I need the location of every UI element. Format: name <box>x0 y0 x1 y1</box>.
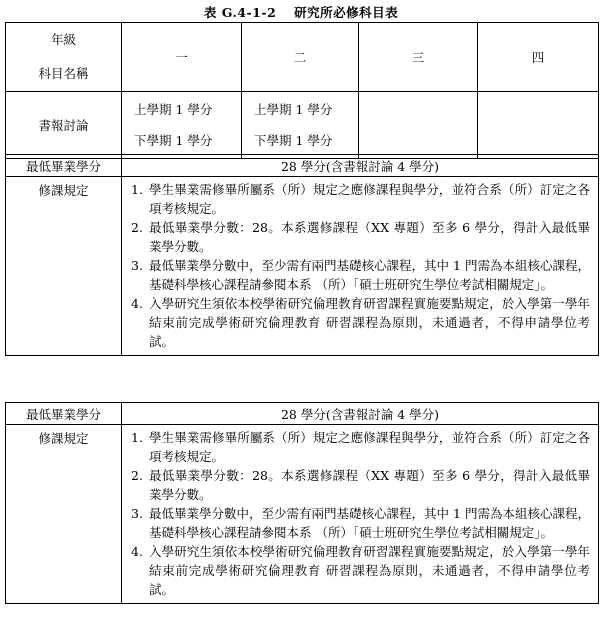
item-number: 2. <box>131 220 143 235</box>
item-text: 入學研究生須依本校學術研究倫理教育研習課程實施要點規定，於入學第一學年結束前完成學術研究倫理教育 研習課程為原則，未通過者，不得申請學位考試。 <box>149 296 590 349</box>
min-credits-value: 28 學分(含書報討論 4 學分) <box>122 155 599 177</box>
graduation-rules-table-2 <box>5 402 599 604</box>
year2-fall-credit: 上學期 1 學分 <box>254 102 333 117</box>
min-credits-row <box>6 403 599 425</box>
rules-label: 修課規定 <box>6 425 122 604</box>
year-header-3: 三 <box>359 23 478 92</box>
year1-fall-credit: 上學期 1 學分 <box>134 102 213 117</box>
item-text: 最低畢業學分數中，至少需有兩門基礎核心課程，其中 1 門需為本組核心課程，基礎科學核心課程請參閱本系 （所）「碩士班研究生學位考試相關規定」。 <box>149 258 590 292</box>
item-number: 1. <box>131 430 143 445</box>
min-credits-value: 28 學分(含書報討論 4 學分) <box>122 403 599 425</box>
corner-cell <box>6 23 122 92</box>
year-header-1: 一 <box>122 23 242 92</box>
course-row <box>6 92 599 159</box>
item-text: 最低畢業學分數：28。本系選修課程（XX 專題）至多 6 學分，得計入最低畢業學分數。 <box>149 220 590 254</box>
item-text: 學生畢業需修畢所屬系（所）規定之應修課程與學分，並符合系（所）訂定之各項考核規定。 <box>149 430 590 464</box>
corner-subject-label: 科目名稱 <box>38 66 89 81</box>
course-name: 書報討論 <box>6 92 122 159</box>
item-number: 3. <box>131 506 143 521</box>
item-text: 最低畢業學分數：28。本系選修課程（XX 專題）至多 6 學分，得計入最低畢業學分數。 <box>149 468 590 502</box>
min-credits-row <box>6 155 599 177</box>
list-item <box>122 180 598 218</box>
year-header-4: 四 <box>478 23 599 92</box>
item-text: 入學研究生須依本校學術研究倫理教育研習課程實施要點規定，於入學第一學年結束前完成學術研究倫理教育 研習課程為原則，未通過者，不得申請學位考試。 <box>149 544 590 597</box>
rules-list <box>122 428 598 599</box>
year1-spring-credit: 下學期 1 學分 <box>134 133 213 148</box>
year4-credits <box>478 92 599 159</box>
list-item <box>122 256 598 294</box>
year2-spring-credit: 下學期 1 學分 <box>254 133 333 148</box>
item-number: 4. <box>131 296 143 311</box>
year3-credits <box>359 92 478 159</box>
list-item <box>122 428 598 466</box>
rules-row <box>6 425 599 604</box>
year1-credits <box>122 92 242 159</box>
item-number: 1. <box>131 182 143 197</box>
required-course-table <box>5 22 599 159</box>
list-item <box>122 466 598 504</box>
list-item <box>122 294 598 351</box>
corner-year-label: 年級 <box>50 32 76 47</box>
list-item <box>122 542 598 599</box>
list-item <box>122 504 598 542</box>
year-header-2: 二 <box>242 23 359 92</box>
graduation-rules-table-1 <box>5 154 599 356</box>
list-item <box>122 218 598 256</box>
rules-row <box>6 177 599 356</box>
min-credits-label: 最低畢業學分 <box>6 403 122 425</box>
item-text: 學生畢業需修畢所屬系（所）規定之應修課程與學分，並符合系（所）訂定之各項考核規定。 <box>149 182 590 216</box>
item-text: 最低畢業學分數中，至少需有兩門基礎核心課程，其中 1 門需為本組核心課程，基礎科學核心課程請參閱本系 （所）「碩士班研究生學位考試相關規定」。 <box>149 506 590 540</box>
rules-content <box>122 177 599 356</box>
min-credits-label: 最低畢業學分 <box>6 155 122 177</box>
rules-label: 修課規定 <box>6 177 122 356</box>
item-number: 3. <box>131 258 143 273</box>
table-title: 表 G.4-1-2 研究所必修科目表 <box>203 5 399 20</box>
year2-credits <box>242 92 359 159</box>
rules-content <box>122 425 599 604</box>
header-row <box>6 23 599 92</box>
rules-list <box>122 180 598 351</box>
item-number: 2. <box>131 468 143 483</box>
item-number: 4. <box>131 544 143 559</box>
